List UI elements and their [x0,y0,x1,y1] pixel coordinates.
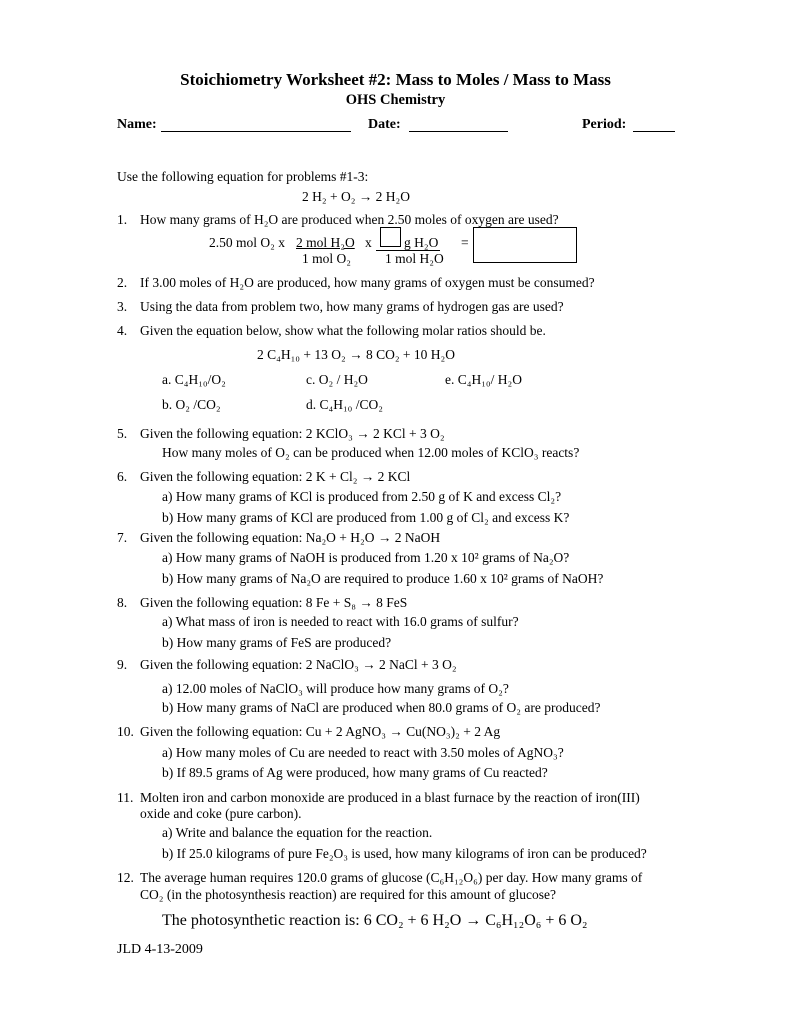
problem-6a: a) How many grams of KCl is produced from 2.50 g of K and excess Cl₂? [162,489,562,504]
p1-molar-mass-blank[interactable] [380,227,401,247]
problem-1-number: 1. [117,212,128,227]
period-field-line[interactable] [633,131,675,132]
name-field-line[interactable] [161,131,351,132]
problem-9-number: 9. [117,657,128,672]
intro-text: Use the following equation for problems #1-3: [117,169,369,184]
p1-answer-box[interactable] [473,227,577,263]
date-field-line[interactable] [409,131,508,132]
p1-ratio1-numerator: 2 mol H₂O [296,235,355,250]
date-label: Date: [368,117,401,132]
problem-1-text: How many grams of H₂O are produced when 2.50 moles of oxygen are used? [140,212,559,227]
problem-2-text: If 3.00 moles of H₂O are produced, how many grams of oxygen must be consumed? [140,275,595,290]
p1-equals-sign: = [461,235,469,250]
problem-11a: a) Write and balance the equation for the reaction. [162,825,433,840]
page-title: Stoichiometry Worksheet #2: Mass to Moles / Mass to Mass [180,70,611,89]
name-label: Name: [117,117,157,132]
problem-4-number: 4. [117,323,128,338]
page-subtitle: OHS Chemistry [345,92,446,108]
problem-4-equation: 2 C₄H₁₀ + 13 O₂ → 8 CO₂ + 10 H₂O [257,347,455,362]
p4-ratio-d: d. C₄H₁₀ /CO₂ [306,397,383,412]
p1-ratio2-denominator: 1 mol H₂O [385,251,444,266]
problem-2-number: 2. [117,275,128,290]
problem-3-text: Using the data from problem two, how many grams of hydrogen gas are used? [140,299,564,314]
p1-times-sign: x [365,235,372,250]
problem-5-text: Given the following equation: 2 KClO₃ → 2 KCl + 3 O₂ [140,426,445,441]
problem-11-text-cont: oxide and coke (pure carbon). [140,806,302,821]
problem-10b: b) If 89.5 grams of Ag were produced, how many grams of Cu reacted? [162,765,548,780]
problem-9a: a) 12.00 moles of NaClO₃ will produce how many grams of O₂? [162,681,509,696]
problem-6-number: 6. [117,469,128,484]
problem-7a: a) How many grams of NaOH is produced from 1.20 x 10² grams of Na₂O? [162,550,570,565]
p4-ratio-c: c. O₂ / H₂O [306,372,368,387]
p4-ratio-a: a. C₄H₁₀/O₂ [162,372,226,387]
problem-6b: b) How many grams of KCl are produced from 1.00 g of Cl₂ and excess K? [162,510,570,525]
problem-12-text: The average human requires 120.0 grams of glucose (C₆H₁₂O₆) per day. How many grams of [140,870,643,885]
period-label: Period: [582,117,627,132]
problem-3-number: 3. [117,299,128,314]
problem-8a: a) What mass of iron is needed to react with 16.0 grams of sulfur? [162,614,519,629]
p1-ratio1-denominator: 1 mol O₂ [302,251,351,266]
problem-12-number: 12. [117,870,134,885]
p4-ratio-b: b. O₂ /CO₂ [162,397,221,412]
p1-setup-start: 2.50 mol O₂ x [209,235,285,250]
problem-5-number: 5. [117,426,128,441]
problem-8-number: 8. [117,595,128,610]
problem-9b: b) How many grams of NaCl are produced when 80.0 grams of O₂ are produced? [162,700,601,715]
problem-7b: b) How many grams of Na₂O are required to produce 1.60 x 10² grams of NaOH? [162,571,604,586]
problem-11-number: 11. [117,790,134,805]
problem-11-text: Molten iron and carbon monoxide are produced in a blast furnace by the reaction of iron(III) [140,790,640,805]
p1-ratio2-numerator: g H₂O [404,235,439,250]
problem-12-text-cont: CO₂ (in the photosynthesis reaction) are required for this amount of glucose? [140,887,556,902]
problem-10-number: 10. [117,724,134,739]
intro-equation: 2 H₂ + O₂ → 2 H₂O [302,189,410,204]
problem-7-text: Given the following equation: Na₂O + H₂O → 2 NaOH [140,530,441,545]
problem-8-text: Given the following equation: 8 Fe + S₈ → 8 FeS [140,595,408,610]
problem-10a: a) How many moles of Cu are needed to react with 3.50 moles of AgNO₃? [162,745,564,760]
problem-6-text: Given the following equation: 2 K + Cl₂ → 2 KCl [140,469,411,484]
problem-5-question: How many moles of O₂ can be produced when 12.00 moles of KClO₃ reacts? [162,445,580,460]
p4-ratio-e: e. C₄H₁₀/ H₂O [445,372,522,387]
problem-11b: b) If 25.0 kilograms of pure Fe₂O₃ is used, how many kilograms of iron can be produced? [162,846,647,861]
problem-10-text: Given the following equation: Cu + 2 AgNO₃ → Cu(NO₃)₂ + 2 Ag [140,724,501,739]
problem-9-text: Given the following equation: 2 NaClO₃ → 2 NaCl + 3 O₂ [140,657,457,672]
photosynthesis-reaction: The photosynthetic reaction is: 6 CO₂ + 6 H₂O → C₆H₁₂O₆ + 6 O₂ [162,912,588,929]
footer-author-date: JLD 4-13-2009 [117,942,203,957]
problem-4-text: Given the equation below, show what the following molar ratios should be. [140,323,546,338]
problem-8b: b) How many grams of FeS are produced? [162,635,392,650]
problem-7-number: 7. [117,530,128,545]
